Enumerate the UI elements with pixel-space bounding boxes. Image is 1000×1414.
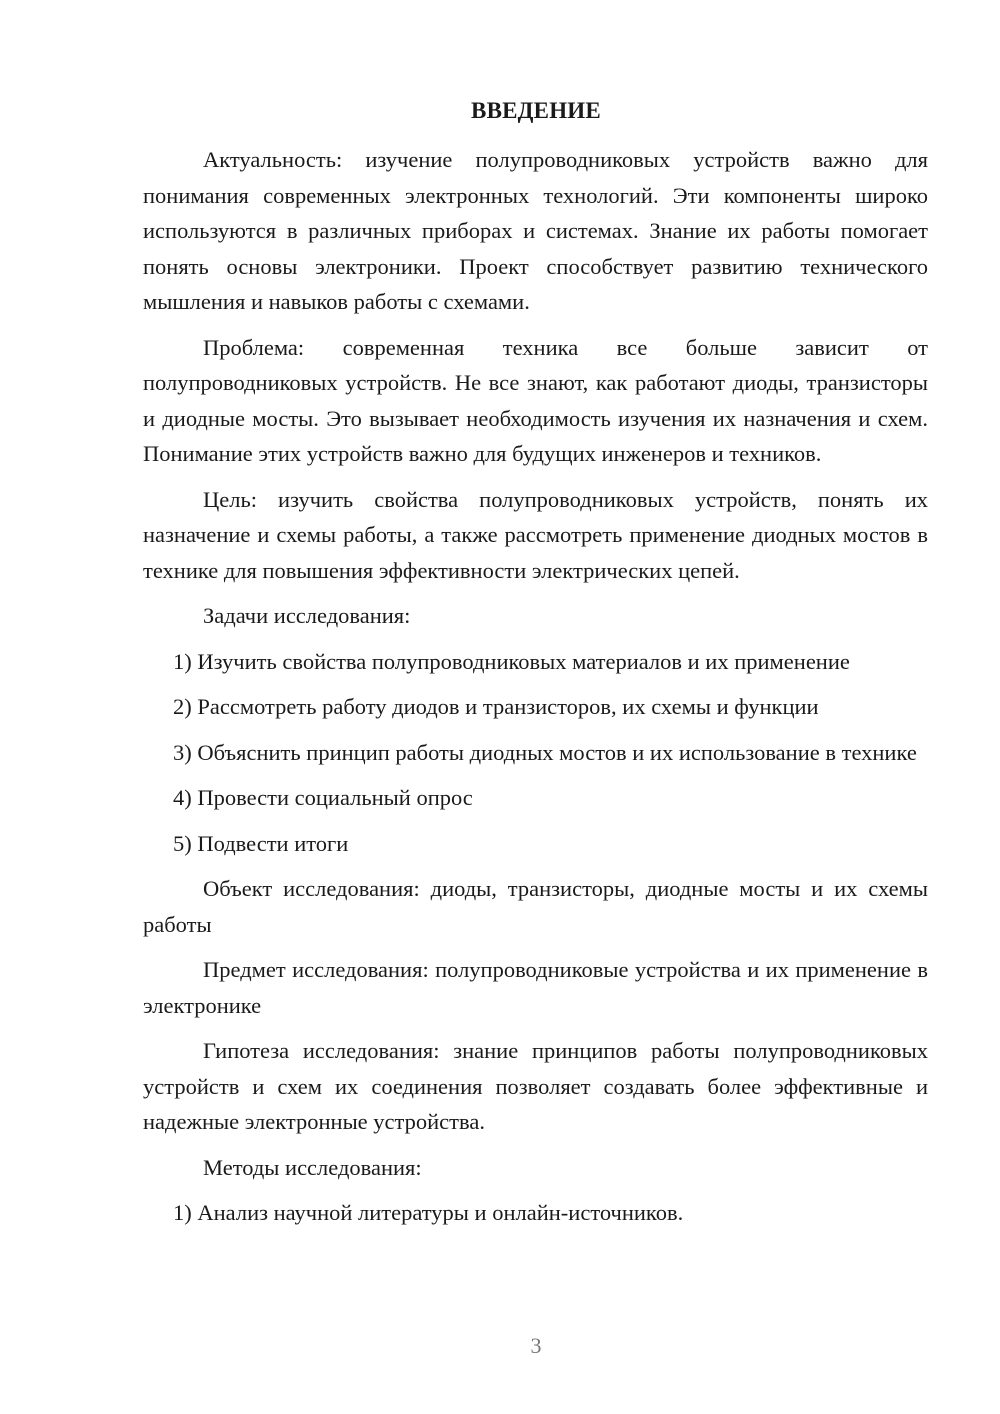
relevance-paragraph: Актуальность: изучение полупроводниковых устройств важно для понимания современных электронных технологий. Эти компоненты широко используются в различных приборах и системах. Знание их работы помогает понять основы электроники. Проект способствует развитию технического мышления и навыков работы с схемами. [143,147,928,314]
page-number: 3 [530,1333,542,1358]
task-item: 5) Подвести итоги [173,830,349,856]
task-item: 3) Объяснить принцип работы диодных мостов и их использование в технике [173,739,917,765]
methods-heading: Методы исследования: [203,1154,422,1180]
object-paragraph: Объект исследования: диоды, транзисторы, диодные мосты и их схемы работы [143,876,928,937]
goal-paragraph: Цель: изучить свойства полупроводниковых устройств, понять их назначение и схемы работы, а также рассмотреть применение диодных мостов в технике для повышения эффективности электрических цепей. [143,486,928,583]
hypothesis-paragraph: Гипотеза исследования: знание принципов работы полупроводниковых устройств и схем их соединения позволяет создавать более эффективные и надежные электронные устройства. [143,1038,928,1134]
problem-paragraph: Проблема: современная техника все больше зависит от полупроводниковых устройств. Не все знают, как работают диоды, транзисторы и диодные мосты. Это вызывает необходимость изучения их назначения и схем. Понимание этих устройств важно для будущих инженеров и техников. [143,334,928,466]
task-item: 4) Провести социальный опрос [173,785,473,810]
tasks-heading: Задачи исследования: [203,603,411,628]
page-title: ВВЕДЕНИЕ [471,98,601,123]
document-body [143,142,928,1241]
method-item: 1) Анализ научной литературы и онлайн-источников. [173,1200,684,1225]
task-item: 2) Рассмотреть работу диодов и транзисторов, их схемы и функции [173,694,819,719]
subject-paragraph: Предмет исследования: полупроводниковые устройства и их применение в электронике [143,957,928,1018]
task-item: 1) Изучить свойства полупроводниковых материалов и их применение [173,648,850,674]
